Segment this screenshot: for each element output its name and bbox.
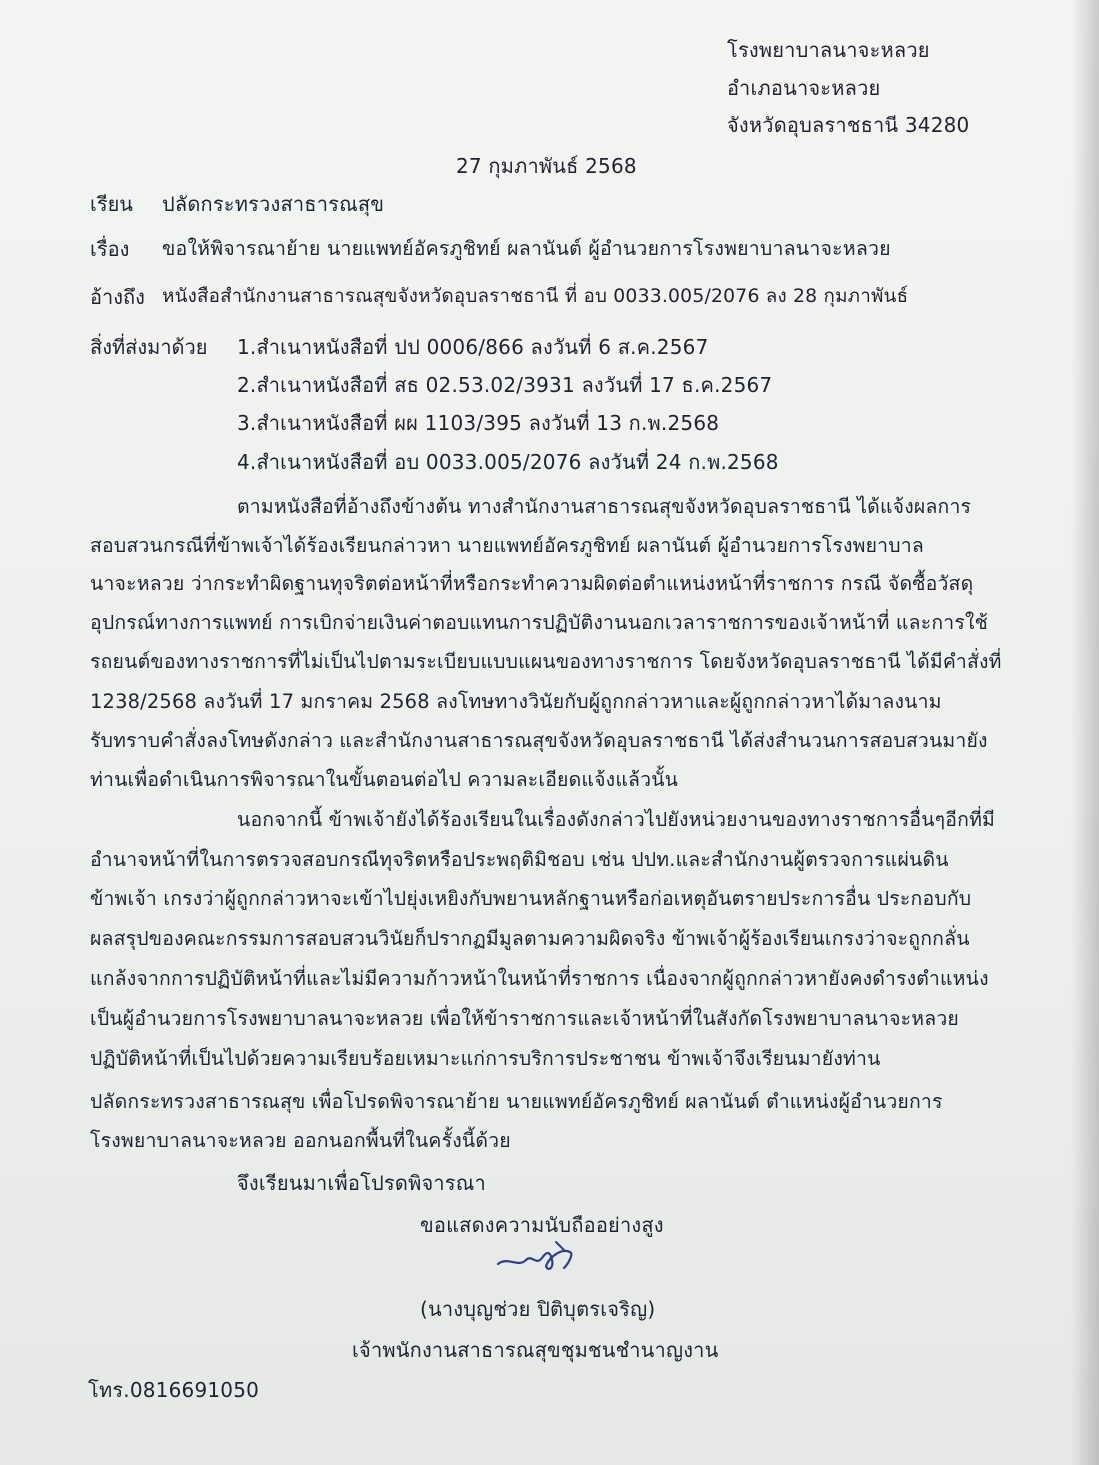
- reference-label: อ้างถึง: [90, 285, 145, 309]
- sender-district: อำเภอนาจะหลวย: [727, 76, 881, 100]
- paragraph-2-line: ข้าพเจ้า เกรงว่าผู้ถูกกล่าวหาจะเข้าไปยุ่งเหยิงกับพยานหลักฐานหรือก่อเหตุอันตรายประการอื่น ประกอบกับ: [90, 887, 972, 910]
- handwritten-signature: [490, 1238, 600, 1278]
- paragraph-2-line: อำนาจหน้าที่ในการตรวจสอบกรณีทุจริตหรือประพฤติมิชอบ เช่น ปปท.และสำนักงานผู้ตรวจการแผ่นดิน: [90, 848, 949, 871]
- phone-number: โทร.0816691050: [88, 1378, 260, 1402]
- paragraph-2-line: โรงพยาบาลนาจะหลวย ออกนอกพื้นที่ในครั้งนี้ด้วย: [90, 1129, 511, 1152]
- paragraph-1-line: รถยนต์ของทางราชการที่ไม่เป็นไปตามระเบียบแบบแผนของทางราชการ โดยจังหวัดอุบลราชธานี ได้มีคำสั่งที่: [90, 650, 1002, 673]
- enclosure-item: 3.สำเนาหนังสือที่ ผผ 1103/395 ลงวันที่ 13 ก.พ.2568: [237, 411, 720, 435]
- paragraph-2-line: นอกจากนี้ ข้าพเจ้ายังได้ร้องเรียนในเรื่องดังกล่าวไปยังหน่วยงานของทางราชการอื่นๆอีกที่มี: [237, 808, 996, 831]
- subject-value: ขอให้พิจารณาย้าย นายแพทย์อัครภูชิทย์ ผลานันต์ ผู้อำนวยการโรงพยาบาลนาจะหลวย: [162, 237, 891, 260]
- paragraph-1-line: ตามหนังสือที่อ้างถึงข้างต้น ทางสำนักงานสาธารณสุขจังหวัดอุบลราชธานี ได้แจ้งผลการ: [237, 495, 972, 518]
- paragraph-2-line: เป็นผู้อำนวยการโรงพยาบาลนาจะหลวย เพื่อให้ข้าราชการและเจ้าหน้าที่ในสังกัดโรงพยาบาลนาจะหลวย: [90, 1007, 959, 1030]
- paragraph-1-line: อุปกรณ์ทางการแพทย์ การเบิกจ่ายเงินค่าตอบแทนการปฏิบัติงานนอกเวลาราชการของเจ้าหน้าที่ และการใช้: [90, 611, 988, 634]
- to-value: ปลัดกระทรวงสาธารณสุข: [162, 192, 385, 216]
- paragraph-1-line: รับทราบคำสั่งลงโทษดังกล่าว และสำนักงานสาธารณสุขจังหวัดอุบลราชธานี ได้ส่งสำนวนการสอบสวนมายัง: [90, 729, 988, 752]
- paragraph-1-line: สอบสวนกรณีที่ข้าพเจ้าได้ร้องเรียนกล่าวหา นายแพทย์อัครภูชิทย์ ผลานันต์ ผู้อำนวยการโรงพยาบาล: [90, 534, 924, 557]
- signer-position: เจ้าพนักงานสาธารณสุขชุมชนชำนาญงาน: [352, 1338, 719, 1362]
- sender-org: โรงพยาบาลนาจะหลวย: [727, 38, 930, 62]
- enclosure-item: 2.สำเนาหนังสือที่ สธ 02.53.02/3931 ลงวันที่ 17 ธ.ค.2567: [237, 373, 773, 397]
- paragraph-2-line: ปฏิบัติหน้าที่เป็นไปด้วยความเรียบร้อยเหมาะแก่การบริการประชาชน ข้าพเจ้าจึงเรียนมายังท่าน: [90, 1047, 881, 1070]
- signer-name: (นางบุญช่วย ปิติบุตรเจริญ): [420, 1297, 656, 1321]
- letter-date: 27 กุมภาพันธ์ 2568: [456, 154, 637, 178]
- reference-value: หนังสือสำนักงานสาธารณสุขจังหวัดอุบลราชธานี ที่ อบ 0033.005/2076 ลง 28 กุมภาพันธ์: [162, 286, 909, 307]
- paragraph-2-line: ผลสรุปของคณะกรรมการสอบสวนวินัยก็ปรากฏมีมูลตามความผิดจริง ข้าพเจ้าผู้ร้องเรียนเกรงว่าจะถูกกลั่น: [90, 927, 970, 950]
- to-label: เรียน: [90, 192, 133, 216]
- paragraph-1-line: 1238/2568 ลงวันที่ 17 มกราคม 2568 ลงโทษทางวินัยกับผู้ถูกกล่าวหาและผู้ถูกกล่าวหาได้มาลงนาม: [90, 690, 942, 713]
- subject-label: เรื่อง: [90, 237, 130, 261]
- paragraph-2-line: ปลัดกระทรวงสาธารณสุข เพื่อโปรดพิจารณาย้าย นายแพทย์อัครภูชิทย์ ผลานันต์ ตำแหน่งผู้อำนวยการ: [90, 1090, 943, 1113]
- enclosure-item: 1.สำเนาหนังสือที่ ปป 0006/866 ลงวันที่ 6 ส.ค.2567: [237, 335, 709, 359]
- paragraph-1-line: นาจะหลวย ว่ากระทำผิดฐานทุจริตต่อหน้าที่หรือกระทำความผิดต่อตำแหน่งหน้าที่ราชการ กรณี จัดซื้อวัสดุ: [90, 572, 974, 595]
- paragraph-2-line: แกล้งจากการปฏิบัติหน้าที่และไม่มีความก้าวหน้าในหน้าที่ราชการ เนื่องจากผู้ถูกกล่าวหายังคงดำรงตำแหน่ง: [90, 967, 989, 990]
- enclosures-label: สิ่งที่ส่งมาด้วย: [90, 335, 208, 359]
- closing-request: จึงเรียนมาเพื่อโปรดพิจารณา: [237, 1171, 486, 1195]
- paragraph-1-line: ท่านเพื่อดำเนินการพิจารณาในขั้นตอนต่อไป ความละเอียดแจ้งแล้วนั้น: [90, 768, 679, 791]
- sender-province: จังหวัดอุบลราชธานี 34280: [727, 113, 970, 137]
- enclosure-item: 4.สำเนาหนังสือที่ อบ 0033.005/2076 ลงวันที่ 24 ก.พ.2568: [237, 450, 779, 474]
- closing-salutation: ขอแสดงความนับถืออย่างสูง: [420, 1213, 664, 1237]
